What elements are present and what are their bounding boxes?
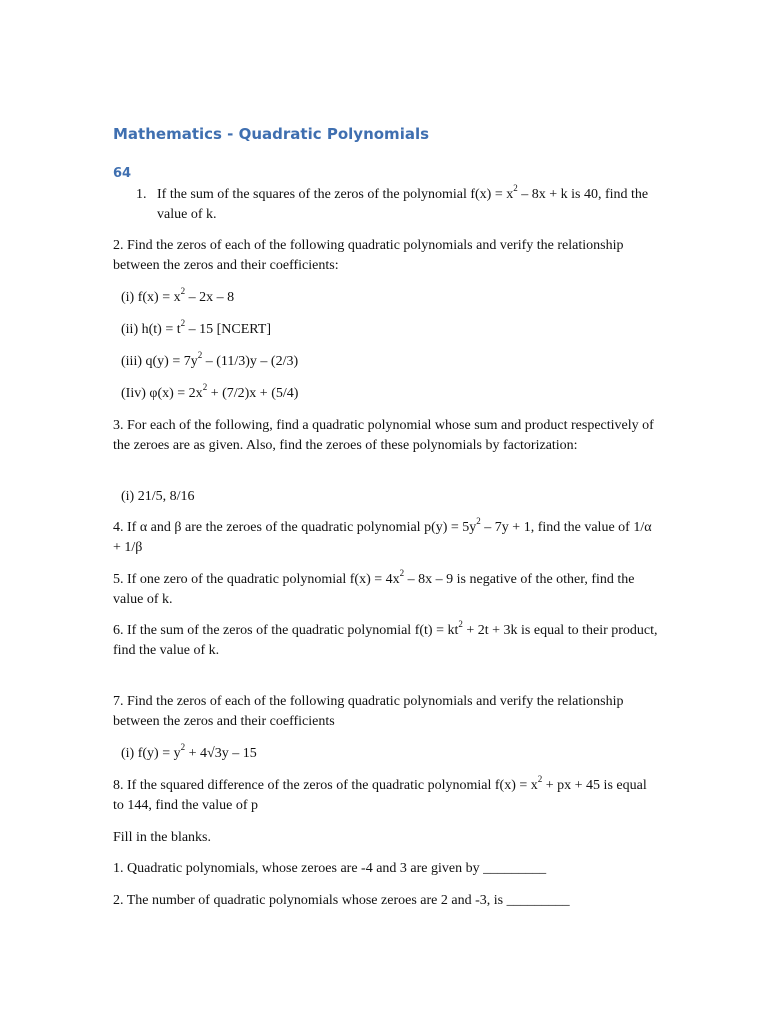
question-2-item-i: (i) $f(x) = x^2 - 2x - 8$ bbox=[121, 286, 235, 305]
question-3-item-i: (i) 21/5, 8/16 bbox=[121, 489, 195, 504]
question-7: 7. Find the zeros of each of the following quadratic polynomials and verify the relationship between the zeros and their coefficients bbox=[113, 694, 624, 729]
fill-blanks-heading: Fill in the blanks. bbox=[113, 830, 211, 845]
question-4: 4. If α and β are the zeroes of the quadratic polynomial $p(y) = 5y^2 - 7y + 1$, find the value of 1/α + 1/β bbox=[113, 516, 652, 555]
question-2-item-iii: (iii) $q(y) = 7y^2 - (11/3)y - (2/3)$ bbox=[121, 350, 299, 369]
fill-blank-1: 1. Quadratic polynomials, whose zeroes are -4 and 3 are given by _________ bbox=[113, 861, 547, 876]
question-6: 6. If the sum of the zeros of the quadratic polynomial $f(t) = kt^2 + 2t + 3k$ is equal to their product, find the value of k. bbox=[113, 619, 658, 658]
page-number: 64 bbox=[113, 166, 132, 181]
question-3: 3. For each of the following, find a quadratic polynomial whose sum and product respectively of the zeroes are as given. Also, find the zeroes of these polynomials by factorization: bbox=[113, 418, 654, 453]
question-2-item-iv: (Iiv) $\varphi(x) = 2x^2 + (7/2)x + (5/4)$ bbox=[121, 382, 299, 401]
question-1 bbox=[136, 185, 651, 224]
fill-blank-2: 2. The number of quadratic polynomials whose zeroes are 2 and -3, is _________ bbox=[113, 893, 570, 908]
page-title: Mathematics - Quadratic Polynomials bbox=[113, 125, 430, 143]
question-2-item-ii: (ii) $h(t) = t^2 - 15$ [NCERT] bbox=[121, 318, 271, 337]
question-7-item-i: (i) $f(y) = y^2 + 4√3y - 15$ bbox=[121, 742, 257, 761]
question-1-number: 1. bbox=[136, 187, 147, 202]
question-2: 2. Find the zeros of each of the following quadratic polynomials and verify the relationship between the zeros and their coefficients: bbox=[113, 238, 624, 273]
question-1-text: If the sum of the squares of the zeros of the polynomial $f(x) = x^2 - 8x + k$ is 40, find the value of k. bbox=[157, 183, 649, 222]
question-5: 5. If one zero of the quadratic polynomial $f(x) = 4x^2 - 8x - 9$ is negative of the other, find the value of k. bbox=[113, 568, 635, 607]
question-8: 8. If the squared difference of the zeros of the quadratic polynomial $f(x) = x^2$ + px + 45 is equal to 144, find the value of p bbox=[113, 774, 647, 813]
